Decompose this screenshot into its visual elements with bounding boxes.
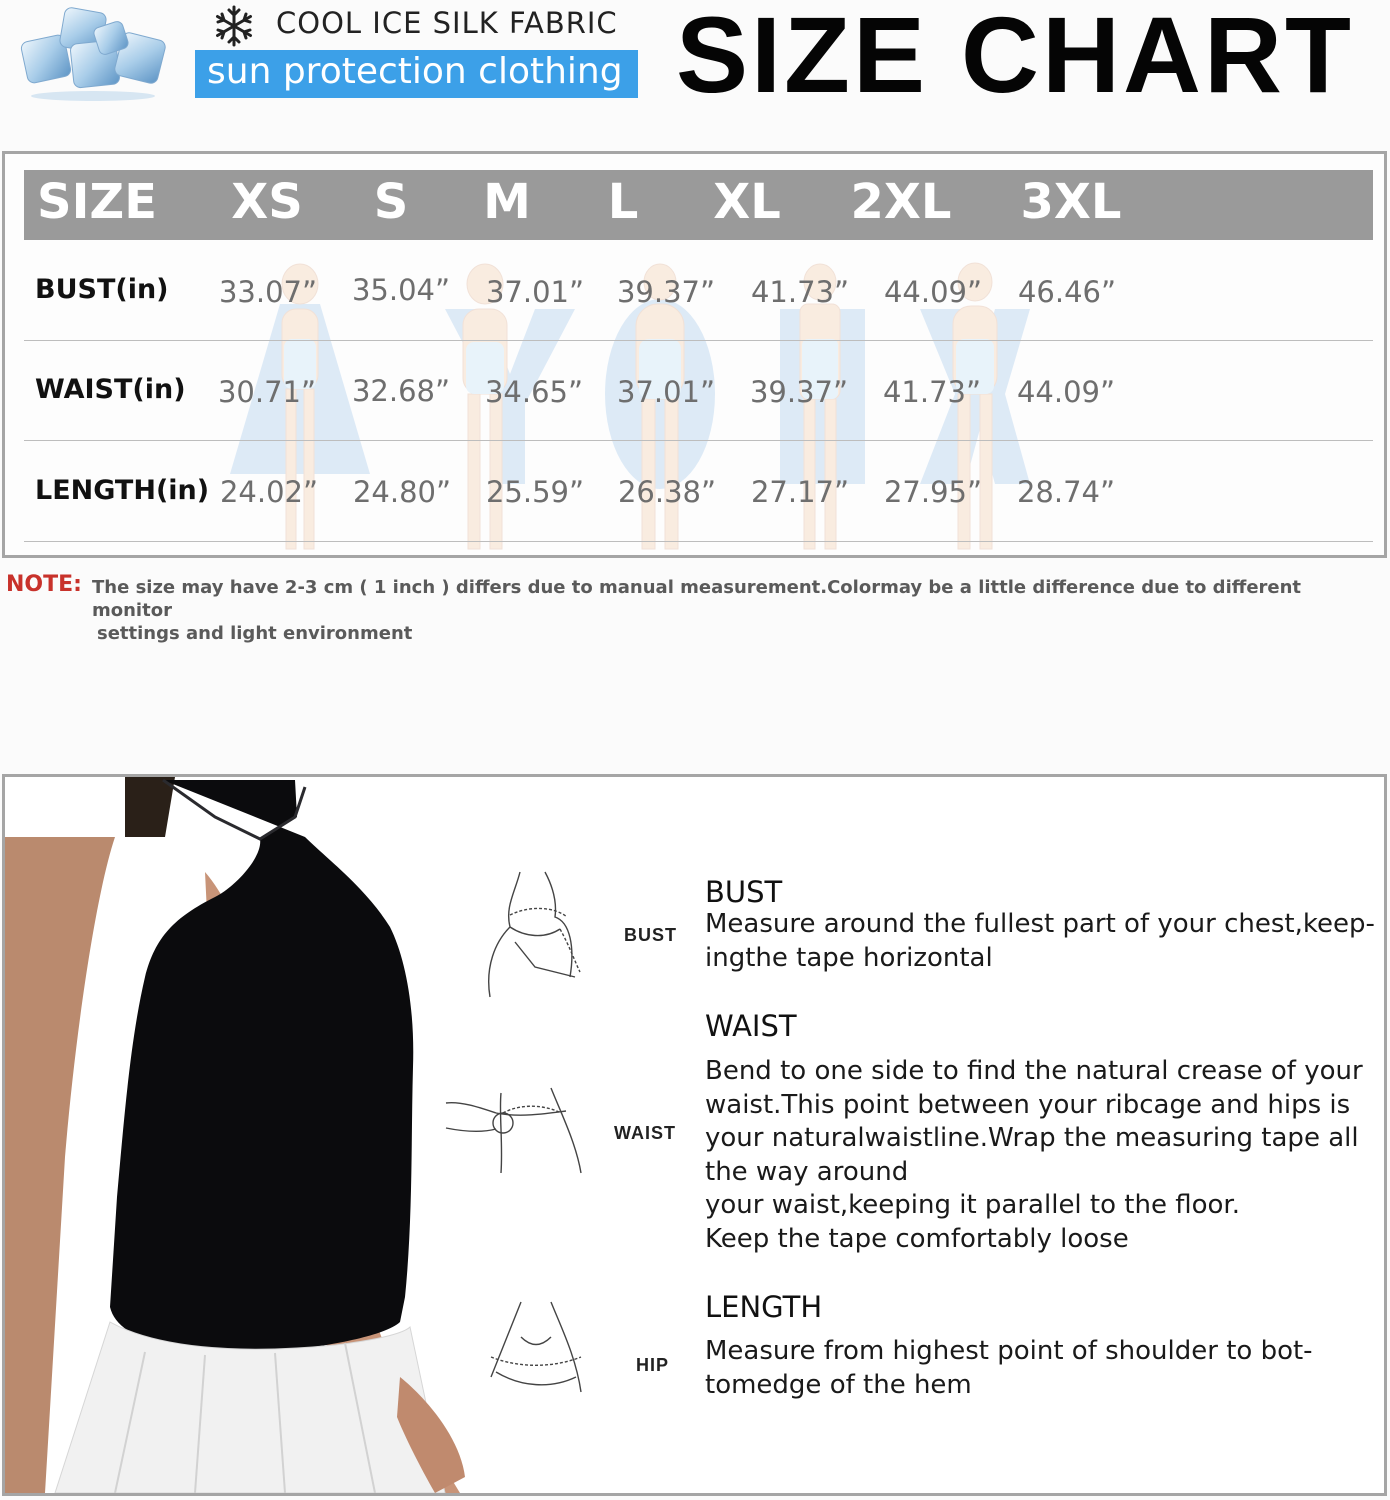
length-m: 25.59”: [485, 475, 585, 509]
waist-2xl: 41.73”: [882, 375, 982, 409]
measurement-guide: [2, 774, 1387, 1496]
waist-xl: 39.37”: [749, 375, 849, 409]
bust-xs: 33.07”: [218, 275, 318, 309]
bust-l: 39.37”: [616, 275, 716, 309]
row-divider: [24, 541, 1373, 542]
page-title: SIZE CHART: [676, 0, 1354, 115]
bust-2xl: 44.09”: [883, 275, 983, 309]
waist-desc-line: Keep the tape comfortably loose: [705, 1223, 1129, 1254]
bust-sketch-label: BUST: [624, 925, 677, 945]
length-3xl: 28.74”: [1016, 475, 1116, 509]
waist-heading: WAIST: [705, 1009, 797, 1043]
hip-sketch-label: HIP: [636, 1355, 670, 1375]
waist-m: 34.65”: [484, 375, 584, 409]
waist-3xl: 44.09”: [1016, 375, 1116, 409]
waist-desc-line: your waist,keeping it parallel to the floor.: [705, 1190, 1240, 1221]
length-description: [705, 1335, 1365, 1402]
bust-3xl: 46.46”: [1017, 275, 1117, 309]
bust-xl: 41.73”: [750, 275, 850, 309]
size-m: M: [483, 174, 531, 230]
size-3xl: 3XL: [1020, 174, 1122, 230]
waist-l: 37.01”: [616, 375, 716, 409]
row-divider: [24, 440, 1373, 441]
size-chart-table: [2, 151, 1387, 558]
fabric-tagline: COOL ICE SILK FABRIC: [276, 6, 618, 40]
waist-desc-line: Bend to one side to find the natural crease of your: [705, 1056, 1363, 1086]
model-photo-black-top: [5, 777, 475, 1493]
size-xl: XL: [713, 174, 781, 230]
hip-measure-sketch-icon: [481, 1297, 591, 1407]
size-xs: XS: [231, 174, 303, 230]
bust-heading: BUST: [705, 875, 783, 909]
bust-s: 35.04”: [351, 273, 451, 307]
size-2xl: 2XL: [850, 174, 952, 230]
size-s: S: [373, 174, 409, 230]
snowflake-icon: [212, 4, 256, 48]
note-line-2: settings and light environment: [97, 623, 413, 644]
length-desc-line: tomedge of the hem: [705, 1369, 972, 1400]
row-label-length: LENGTH(in): [35, 475, 210, 506]
row-label-waist: WAIST(in): [35, 374, 186, 405]
banner-text: sun protection clothing: [207, 51, 623, 92]
note-text: [92, 576, 1322, 645]
bust-desc-line: ingthe tape horizontal: [705, 942, 993, 973]
size-l: L: [607, 174, 639, 230]
length-xl: 27.17”: [750, 475, 850, 509]
waist-sketch-label: WAIST: [614, 1123, 676, 1143]
length-s: 24.80”: [352, 475, 452, 509]
length-l: 26.38”: [617, 475, 717, 509]
bust-desc-line: Measure around the fullest part of your chest,keep-: [705, 909, 1375, 939]
size-header-label: SIZE: [37, 174, 158, 230]
waist-description: [705, 1055, 1365, 1257]
bust-measure-sketch-icon: [475, 867, 595, 1007]
ice-cubes-icon: [18, 2, 168, 102]
waist-desc-line: the way around: [705, 1156, 909, 1187]
length-desc-line: Measure from highest point of shoulder to bot-: [705, 1336, 1313, 1366]
length-xs: 24.02”: [219, 475, 319, 509]
waist-desc-line: your naturalwaistline.Wrap the measuring tape all: [705, 1123, 1359, 1154]
waist-xs: 30.71”: [217, 375, 317, 409]
note-label: NOTE:: [6, 572, 82, 597]
note-line-1: The size may have 2-3 cm ( 1 inch ) differs due to manual measurement.Colormay be a little difference due to different monitor: [92, 577, 1302, 621]
waist-desc-line: waist.This point between your ribcage and hips is: [705, 1089, 1351, 1120]
row-label-bust: BUST(in): [35, 274, 169, 305]
length-2xl: 27.95”: [883, 475, 983, 509]
length-heading: LENGTH: [705, 1290, 823, 1324]
waist-s: 32.68”: [351, 374, 451, 408]
bust-m: 37.01”: [485, 275, 585, 309]
bust-description: [705, 908, 1375, 975]
size-header-row: [24, 170, 1373, 240]
sun-protection-banner: [195, 50, 638, 98]
row-divider: [24, 340, 1373, 341]
waist-measure-sketch-icon: [441, 1083, 591, 1183]
